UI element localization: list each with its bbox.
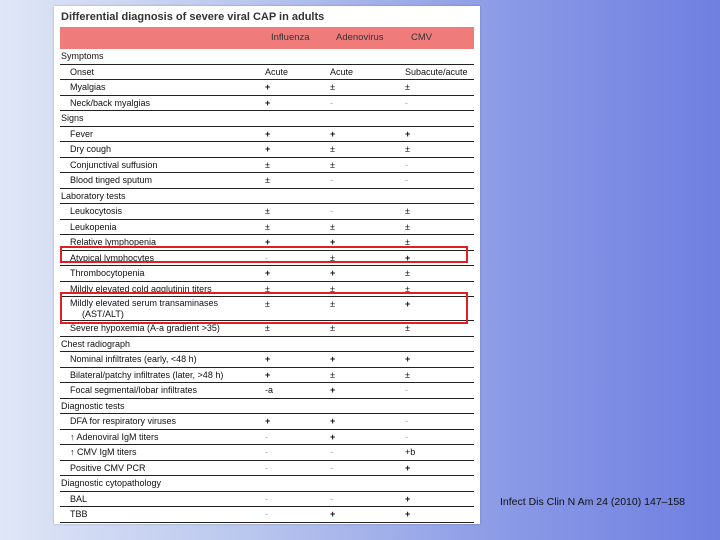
cell-cmv: - bbox=[405, 385, 408, 395]
cell-adenovirus: + bbox=[330, 385, 336, 395]
row-label: Leukopenia bbox=[70, 221, 117, 232]
table-row bbox=[60, 204, 474, 220]
cell-influenza: ± bbox=[265, 175, 270, 185]
row-label-line2: (AST/ALT) bbox=[82, 308, 124, 319]
cell-adenovirus: ± bbox=[330, 159, 335, 170]
cell-adenovirus: - bbox=[330, 493, 333, 504]
cell-influenza: ± bbox=[265, 206, 270, 216]
row-label: Fever bbox=[70, 128, 94, 139]
citation: Infect Dis Clin N Am 24 (2010) 147–158 bbox=[500, 496, 686, 508]
row-label: ↑ CMV IgM titers bbox=[70, 447, 137, 457]
table-row bbox=[60, 142, 474, 158]
row-label: Bilateral/patchy infiltrates (later, >48 h) bbox=[70, 369, 224, 380]
cell-cmv: + bbox=[405, 509, 411, 519]
table-row bbox=[60, 507, 474, 523]
row-label: Nominal infiltrates (early, <48 h) bbox=[70, 354, 197, 364]
cell-influenza: ± bbox=[265, 299, 270, 309]
cell-adenovirus: - bbox=[330, 447, 333, 457]
cell-adenovirus: - bbox=[330, 97, 333, 108]
cell-adenovirus: ± bbox=[330, 369, 335, 380]
section-row bbox=[60, 189, 474, 205]
cell-cmv: - bbox=[405, 416, 408, 426]
section-label: Symptoms bbox=[61, 51, 104, 61]
table-row bbox=[60, 368, 474, 384]
cell-adenovirus: Acute bbox=[330, 66, 354, 77]
row-label: Mildly elevated cold agglutinin titers bbox=[70, 283, 212, 294]
cell-adenovirus: ± bbox=[330, 283, 335, 294]
cell-adenovirus: ± bbox=[330, 221, 335, 232]
row-label: Neck/back myalgias bbox=[70, 97, 151, 108]
cell-cmv: ± bbox=[405, 268, 410, 278]
column-header-influenza: Influenza bbox=[271, 32, 310, 43]
highlight-box-atypical-lymphocytes bbox=[60, 246, 468, 263]
cell-cmv: ± bbox=[405, 206, 410, 216]
row-label-line1: Mildly elevated serum transaminases bbox=[70, 298, 219, 308]
row-label: Blood tinged sputum bbox=[70, 175, 153, 185]
table-row bbox=[60, 461, 474, 477]
row-label: Onset bbox=[70, 66, 95, 77]
cell-influenza: + bbox=[265, 416, 271, 426]
cell-cmv: - bbox=[405, 175, 408, 185]
cell-cmv: Subacute/acute bbox=[405, 66, 468, 77]
row-label: Focal segmental/lobar infiltrates bbox=[70, 385, 198, 395]
row-label: BAL bbox=[70, 493, 88, 504]
cell-adenovirus: - bbox=[330, 462, 333, 473]
table-row bbox=[60, 445, 474, 461]
section-row bbox=[60, 399, 474, 415]
cell-cmv: + bbox=[405, 462, 411, 473]
row-label: DFA for respiratory viruses bbox=[70, 416, 177, 426]
row-label: Thrombocytopenia bbox=[70, 268, 145, 278]
cell-adenovirus: + bbox=[330, 431, 336, 442]
cell-influenza: + bbox=[265, 268, 271, 278]
cell-cmv: +b bbox=[405, 447, 416, 457]
cell-influenza: + bbox=[265, 97, 271, 108]
cell-influenza: ± bbox=[265, 283, 270, 294]
table-title: Differential diagnosis of severe viral CAP in adults bbox=[61, 11, 325, 23]
cell-influenza: + bbox=[265, 128, 271, 139]
cell-influenza: -a bbox=[265, 385, 274, 395]
column-header-adenovirus: Adenovirus bbox=[336, 32, 384, 43]
cell-influenza: + bbox=[265, 369, 271, 380]
cell-cmv: ± bbox=[405, 323, 410, 333]
cell-cmv: - bbox=[405, 159, 408, 170]
cell-cmv: - bbox=[405, 97, 408, 108]
highlight-box-serum-transaminases bbox=[60, 292, 468, 324]
table-row bbox=[60, 220, 474, 236]
cell-influenza: - bbox=[265, 493, 268, 504]
row-label: TBB bbox=[70, 509, 88, 519]
row-label: Relative lymphopenia bbox=[70, 237, 157, 247]
row-label: Myalgias bbox=[70, 82, 106, 92]
cell-influenza: - bbox=[265, 252, 268, 263]
row-label: Conjunctival suffusion bbox=[70, 159, 158, 170]
cell-cmv: ± bbox=[405, 144, 410, 154]
cell-influenza: + bbox=[265, 144, 271, 154]
table-row bbox=[60, 65, 474, 81]
cell-adenovirus: + bbox=[330, 354, 336, 364]
cell-cmv: - bbox=[405, 431, 408, 442]
section-label: Diagnostic tests bbox=[61, 400, 125, 411]
cell-cmv: + bbox=[405, 299, 411, 309]
section-label: Laboratory tests bbox=[61, 190, 126, 201]
table-card bbox=[54, 6, 480, 524]
section-label: Chest radiograph bbox=[61, 338, 131, 349]
cell-cmv: + bbox=[405, 493, 411, 504]
row-label: ↑ Adenoviral IgM titers bbox=[70, 431, 159, 442]
section-row bbox=[60, 111, 474, 127]
table-header bbox=[60, 27, 474, 49]
cell-adenovirus: + bbox=[330, 237, 336, 247]
cell-cmv: ± bbox=[405, 237, 410, 247]
column-header-cmv: CMV bbox=[411, 32, 433, 43]
cell-adenovirus: ± bbox=[330, 144, 335, 154]
table-row bbox=[60, 430, 474, 446]
cell-influenza: ± bbox=[265, 159, 270, 170]
section-label: Signs bbox=[61, 113, 84, 123]
cell-cmv: + bbox=[405, 252, 411, 263]
cell-cmv: ± bbox=[405, 369, 410, 380]
table-row bbox=[60, 352, 474, 368]
cell-influenza: ± bbox=[265, 221, 270, 232]
cell-adenovirus: ± bbox=[330, 82, 335, 92]
table-row bbox=[60, 383, 474, 399]
table-row bbox=[60, 158, 474, 174]
cell-cmv: + bbox=[405, 354, 411, 364]
cell-influenza: Acute bbox=[265, 66, 289, 77]
cell-adenovirus: + bbox=[330, 509, 336, 519]
cell-cmv: ± bbox=[405, 283, 410, 294]
cell-influenza: - bbox=[265, 462, 268, 473]
table-row bbox=[60, 127, 474, 143]
cell-adenovirus: + bbox=[330, 128, 336, 139]
cell-adenovirus: - bbox=[330, 206, 333, 216]
cell-influenza: - bbox=[265, 509, 268, 519]
table-row bbox=[60, 266, 474, 282]
cell-adenovirus: ± bbox=[330, 323, 335, 333]
table-row bbox=[60, 80, 474, 96]
table-row bbox=[60, 96, 474, 112]
table-row bbox=[60, 414, 474, 430]
cell-adenovirus: ± bbox=[330, 299, 335, 309]
cell-cmv: ± bbox=[405, 82, 410, 92]
section-row bbox=[60, 49, 474, 65]
cell-cmv: ± bbox=[405, 221, 410, 232]
row-label: Leukocytosis bbox=[70, 206, 123, 216]
cell-influenza: - bbox=[265, 447, 268, 457]
section-row bbox=[60, 476, 474, 492]
cell-adenovirus: + bbox=[330, 268, 336, 278]
cell-adenovirus: - bbox=[330, 175, 333, 185]
cell-influenza: ± bbox=[265, 323, 270, 333]
cell-cmv: + bbox=[405, 128, 411, 139]
table-row bbox=[60, 173, 474, 189]
row-label: Dry cough bbox=[70, 144, 112, 154]
cell-influenza: - bbox=[265, 431, 268, 442]
cell-influenza: + bbox=[265, 354, 271, 364]
table-row bbox=[60, 492, 474, 508]
cell-influenza: + bbox=[265, 237, 271, 247]
section-label: Diagnostic cytopathology bbox=[61, 478, 162, 488]
row-label: Severe hypoxemia (A-a gradient >35) bbox=[70, 323, 220, 333]
row-label: Positive CMV PCR bbox=[70, 462, 146, 473]
cell-adenovirus: ± bbox=[330, 252, 335, 263]
row-label: Atypical lymphocytes bbox=[70, 252, 155, 263]
cell-adenovirus: + bbox=[330, 416, 336, 426]
section-row bbox=[60, 337, 474, 353]
cell-influenza: + bbox=[265, 82, 271, 92]
